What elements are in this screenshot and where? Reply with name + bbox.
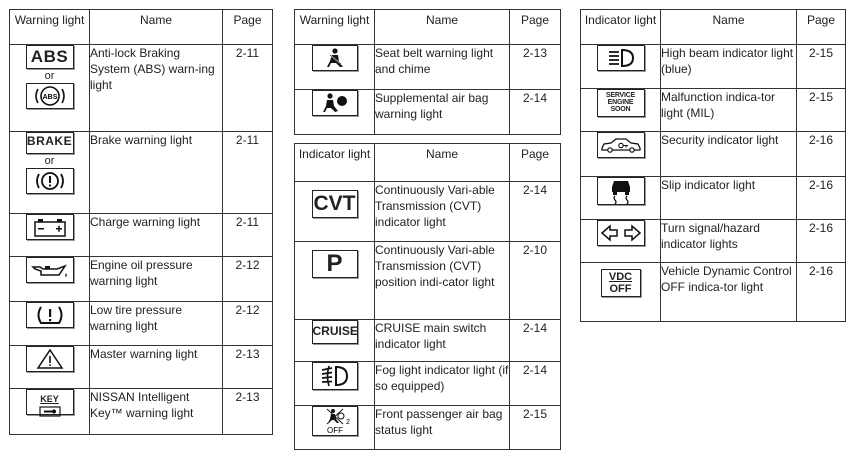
- page-ref: 2-16: [797, 177, 846, 220]
- or-label: or: [44, 70, 55, 82]
- warning-name: Brake warning light: [90, 132, 223, 214]
- page-ref: 2-11: [223, 214, 273, 257]
- table-row: [10, 132, 273, 214]
- table-row: [295, 362, 561, 406]
- airbag-seat-number: 2: [345, 419, 350, 426]
- page-ref: 2-11: [223, 132, 273, 214]
- page-ref: 2-15: [510, 406, 561, 450]
- park-position-icon: P: [312, 250, 358, 278]
- indicator-light-table-1: [294, 143, 561, 450]
- indicator-name: Continuously Vari-able Transmission (CVT) position indi-cator light: [375, 242, 510, 320]
- table-header-row: [295, 10, 561, 45]
- indicator-name: Fog light indicator light (if so equipped): [375, 362, 510, 406]
- indicator-name: Malfunction indica-tor light (MIL): [661, 89, 797, 132]
- header-warning-light: Warning light: [10, 10, 90, 45]
- header-page: Page: [797, 10, 846, 45]
- table-row: [10, 346, 273, 389]
- page-ref: 2-16: [797, 132, 846, 177]
- header-warning-light: Warning light: [295, 10, 375, 45]
- header-name: Name: [661, 10, 797, 45]
- tire-pressure-icon: [26, 302, 74, 328]
- master-warning-triangle-icon: [26, 346, 74, 372]
- warning-light-table-2: [294, 9, 561, 135]
- warning-name: Supplemental air bag warning light: [375, 90, 510, 135]
- slip-indicator-icon: [597, 177, 645, 205]
- warning-name: Charge warning light: [90, 214, 223, 257]
- warning-name: Master warning light: [90, 346, 223, 389]
- table-row: [295, 182, 561, 242]
- table-row: [581, 45, 846, 89]
- warning-name: Anti-lock Braking System (ABS) warn-ing light: [90, 45, 223, 132]
- page-ref: 2-16: [797, 220, 846, 263]
- warning-name: Engine oil pressure warning light: [90, 257, 223, 302]
- seat-belt-icon: [312, 45, 358, 71]
- page-ref: 2-10: [510, 242, 561, 320]
- header-name: Name: [90, 10, 223, 45]
- brake-warning-icon: BRAKE: [26, 132, 74, 154]
- airbag-off-label: OFF: [326, 426, 343, 435]
- intelligent-key-icon: KEY: [26, 389, 74, 415]
- page-ref: 2-12: [223, 257, 273, 302]
- page-ref: 2-14: [510, 320, 561, 362]
- abs-circle-icon: [26, 83, 74, 109]
- header-page: Page: [510, 10, 561, 45]
- table-header-row: [295, 144, 561, 182]
- page-ref: 2-13: [510, 45, 561, 90]
- table-row: [295, 90, 561, 135]
- warning-name: Seat belt warning light and chime: [375, 45, 510, 90]
- fog-light-icon: [312, 362, 358, 390]
- table-row: [10, 257, 273, 302]
- page-ref: 2-14: [510, 362, 561, 406]
- indicator-name: Vehicle Dynamic Control OFF indica-tor light: [661, 263, 797, 322]
- table-row: [10, 302, 273, 346]
- turn-signal-arrows-icon: [597, 220, 645, 246]
- page-ref: 2-12: [223, 302, 273, 346]
- airbag-icon: [312, 90, 358, 116]
- indicator-light-table-2: [580, 9, 846, 322]
- table-row: [581, 220, 846, 263]
- warning-name: NISSAN Intelligent Key™ warning light: [90, 389, 223, 435]
- cruise-indicator-icon: CRUISE: [312, 320, 358, 344]
- header-name: Name: [375, 144, 510, 182]
- header-page: Page: [510, 144, 561, 182]
- table-row: [295, 406, 561, 450]
- page-ref: 2-15: [797, 89, 846, 132]
- indicator-name: Slip indicator light: [661, 177, 797, 220]
- indicator-name: High beam indicator light (blue): [661, 45, 797, 89]
- high-beam-icon: [597, 45, 645, 71]
- indicator-name: Security indicator light: [661, 132, 797, 177]
- indicator-name: Front passenger air bag status light: [375, 406, 510, 450]
- brake-circle-icon: [26, 168, 74, 194]
- table-header-row: [10, 10, 273, 45]
- table-row: [10, 389, 273, 435]
- passenger-airbag-off-icon: [312, 406, 358, 436]
- page-ref: 2-11: [223, 45, 273, 132]
- header-indicator-light: Indicator light: [581, 10, 661, 45]
- oil-can-icon: [26, 257, 74, 283]
- indicator-name: CRUISE main switch indicator light: [375, 320, 510, 362]
- warning-name: Low tire pressure warning light: [90, 302, 223, 346]
- table-row: [581, 263, 846, 322]
- abs-circle-label: ABS: [42, 94, 57, 101]
- table-row: [581, 132, 846, 177]
- page-ref: 2-13: [223, 389, 273, 435]
- table-row: [10, 45, 273, 132]
- page-ref: 2-15: [797, 45, 846, 89]
- or-label: or: [44, 155, 55, 167]
- page-ref: 2-14: [510, 90, 561, 135]
- cvt-indicator-icon: CVT: [312, 190, 358, 218]
- table-row: [581, 89, 846, 132]
- table-row: [581, 177, 846, 220]
- header-name: Name: [375, 10, 510, 45]
- security-car-icon: [597, 132, 645, 158]
- service-engine-soon-icon: SERVICE ENGINE SOON: [597, 89, 645, 117]
- page-ref: 2-14: [510, 182, 561, 242]
- header-page: Page: [223, 10, 273, 45]
- abs-warning-icon: ABS: [26, 45, 74, 69]
- battery-icon: [26, 214, 74, 240]
- table-row: [295, 242, 561, 320]
- warning-light-table-1: [9, 9, 273, 435]
- table-row: [295, 45, 561, 90]
- header-indicator-light: Indicator light: [295, 144, 375, 182]
- vdc-off-icon: VDC OFF: [601, 269, 641, 297]
- page-ref: 2-13: [223, 346, 273, 389]
- table-row: [10, 214, 273, 257]
- table-header-row: [581, 10, 846, 45]
- indicator-name: Turn signal/hazard indicator lights: [661, 220, 797, 263]
- page-ref: 2-16: [797, 263, 846, 322]
- indicator-name: Continuously Vari-able Transmission (CVT) indicator light: [375, 182, 510, 242]
- table-row: [295, 320, 561, 362]
